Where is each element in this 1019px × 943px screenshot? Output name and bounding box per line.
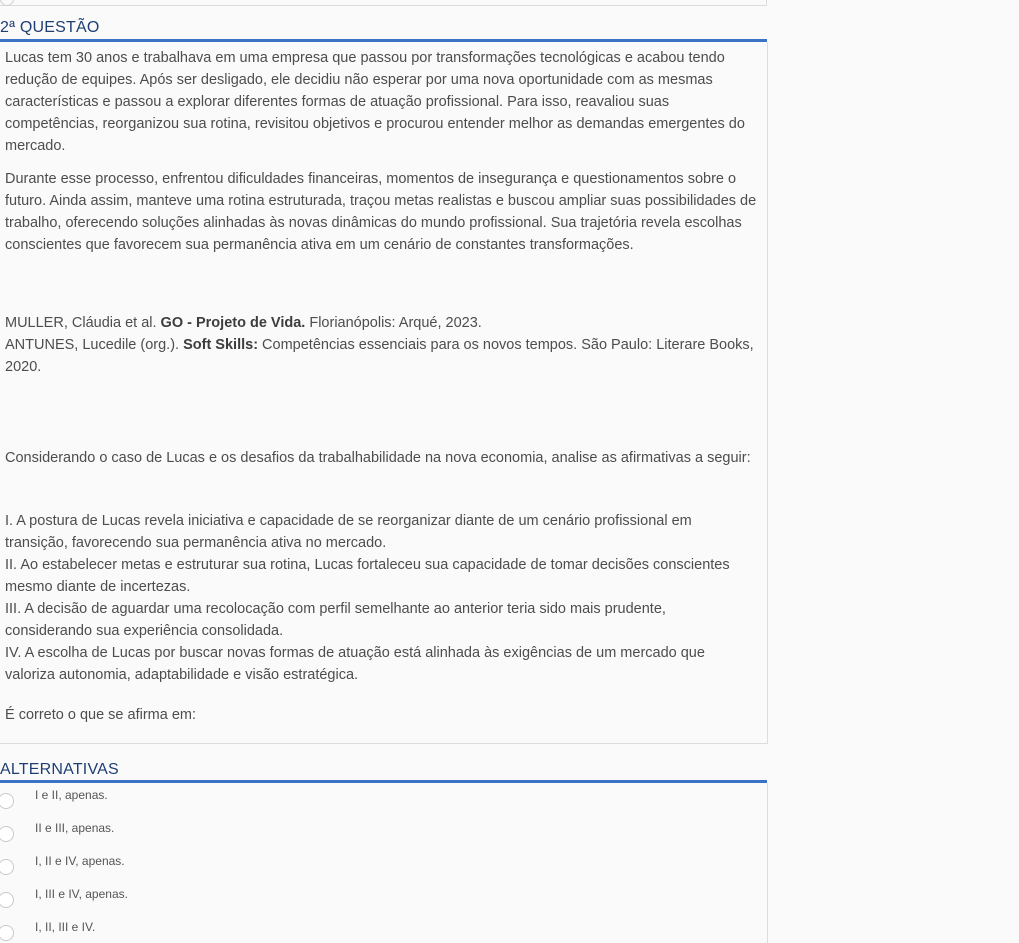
- reference-2: [5, 334, 757, 378]
- statement-i: I. A postura de Lucas revela iniciativa e capacidade de se reorganizar diante de um cenário profissional em transição, favorecendo sua permanência ativa no mercado.: [5, 513, 692, 551]
- alternative-label[interactable]: I, II, III e IV.: [35, 920, 96, 934]
- question-paragraph-2: Durante esse processo, enfrentou dificuldades financeiras, momentos de insegurança e questionamentos sobre o futuro. Ainda assim, manteve uma rotina estruturada, traçou metas realistas e buscou ampliar suas possibilidades de trabalho, oferecendo soluções alinhadas às novas dinâmicas do mundo profissional. Sua trajetória revela escolhas conscientes que favorecem sua permanência ativa em um cenário de constantes transformações.: [5, 171, 757, 253]
- statements-list: [5, 510, 757, 686]
- radio-button[interactable]: [0, 793, 14, 809]
- question-intro: Considerando o caso de Lucas e os desafios da trabalhabilidade na nova economia, analise as afirmativas a seguir:: [5, 450, 751, 466]
- radio-button-partial: [0, 0, 14, 6]
- statement-ii: II. Ao estabelecer metas e estruturar sua rotina, Lucas fortaleceu sua capacidade de tomar decisões conscientes mesmo diante de incertezas.: [5, 557, 730, 595]
- question-paragraph-1: Lucas tem 30 anos e trabalhava em uma empresa que passou por transformações tecnológicas e acabou tendo redução de equipes. Após ser desligado, ele decidiu não esperar por uma nova oportunidade com as mesmas características e passou a explorar diferentes formas de atuação profissional. Para isso, reavaliou suas competências, reorganizou sua rotina, revisitou objetivos e procurou entender melhor as demandas emergentes do mercado.: [5, 50, 745, 154]
- radio-button[interactable]: [0, 859, 14, 875]
- alternative-a[interactable]: [0, 783, 600, 813]
- alternative-b[interactable]: [0, 816, 600, 846]
- question-prompt: É correto o que se afirma em:: [5, 707, 196, 723]
- alternatives-title: ALTERNATIVAS: [0, 760, 767, 783]
- alternative-c[interactable]: [0, 849, 600, 879]
- alternative-label[interactable]: II e III, apenas.: [35, 821, 115, 835]
- alternative-label[interactable]: I e II, apenas.: [35, 788, 108, 802]
- references: [5, 312, 757, 378]
- reference-title: Soft Skills:: [183, 337, 259, 353]
- statement-iii: III. A decisão de aguardar uma recolocação com perfil semelhante ao anterior teria sido mais prudente, considerando sua experiência consolidada.: [5, 601, 666, 639]
- alternative-label[interactable]: I, III e IV, apenas.: [35, 887, 128, 901]
- question-box: [0, 42, 768, 744]
- alternative-e[interactable]: [0, 915, 600, 943]
- reference-title: GO - Projeto de Vida.: [160, 315, 306, 331]
- radio-button[interactable]: [0, 925, 14, 941]
- previous-section-frame: [0, 0, 767, 6]
- reference-author: ANTUNES, Lucedile (org.).: [5, 337, 184, 353]
- reference-author: MULLER, Cláudia et al.: [5, 315, 161, 331]
- question-title: 2ª QUESTÃO: [0, 18, 767, 42]
- reference-rest: Florianópolis: Arqué, 2023.: [305, 315, 482, 331]
- reference-1: [5, 312, 757, 334]
- radio-button[interactable]: [0, 826, 14, 842]
- alternatives-list: [0, 783, 768, 943]
- statement-iv: IV. A escolha de Lucas por buscar novas formas de atuação está alinhada às exigências de um mercado que valoriza autonomia, adaptabilidade e visão estratégica.: [5, 645, 705, 683]
- alternative-label[interactable]: I, II e IV, apenas.: [35, 854, 125, 868]
- radio-button[interactable]: [0, 892, 14, 908]
- reference-rest: Competências essenciais para os novos tempos. São Paulo: Literare Books, 2020.: [5, 337, 754, 375]
- alternative-d[interactable]: [0, 882, 600, 912]
